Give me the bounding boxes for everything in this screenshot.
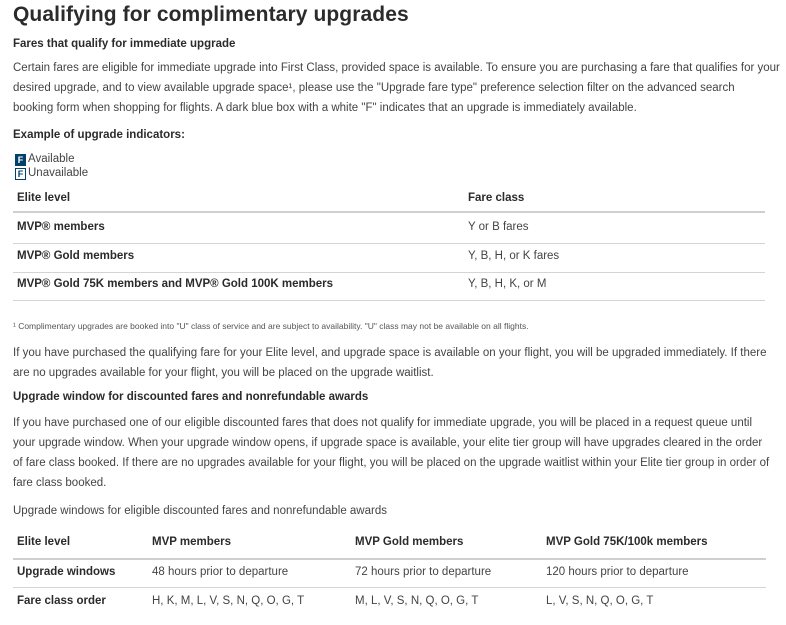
table2-header-mvp-gold-75k: MVP Gold 75K/100k members (546, 536, 708, 548)
table-row-label: Upgrade windows (17, 566, 116, 578)
intro-line-2: desired upgrade, and to view available upgrade space¹, please use the "Upgrade fare type" preference selection filter on the advanced search (13, 82, 735, 94)
table1-header-fare: Fare class (468, 192, 525, 204)
table1-row-rule (13, 243, 765, 244)
table-cell: H, K, M, L, V, S, N, Q, O, G, T (152, 595, 305, 607)
table1-header-elite: Elite level (17, 192, 71, 204)
table1-row-rule (13, 300, 765, 301)
table1-row-rule (13, 272, 765, 273)
table-row-fare: Y, B, H, or K fares (468, 250, 560, 262)
upgrade-unavailable-icon: F (15, 168, 26, 180)
indicators-heading: Example of upgrade indicators: (13, 129, 185, 141)
table-cell: 72 hours prior to departure (355, 566, 492, 578)
table-cell: 120 hours prior to departure (546, 566, 689, 578)
available-label: Available (28, 153, 75, 165)
table2-header-mvp: MVP members (152, 536, 232, 548)
unavailable-label: Unavailable (28, 167, 89, 179)
table-row-level: MVP® members (17, 221, 105, 233)
window-para-line-2: your upgrade window. When your upgrade window opens, if upgrade space is available, your elite tier group will have upgrades cleared in the order (13, 437, 763, 449)
table-cell: L, V, S, N, Q, O, G, T (546, 595, 654, 607)
table2-header-mvp-gold: MVP Gold members (355, 536, 464, 548)
table2-row-rule (13, 587, 766, 588)
table-cell: M, L, V, S, N, Q, O, G, T (355, 595, 479, 607)
table2-header-elite: Elite level (17, 536, 71, 548)
indicator-unavailable (15, 163, 88, 181)
upgrade-available-icon: F (15, 154, 26, 166)
section-heading-immediate-upgrade: Fares that qualify for immediate upgrade (13, 38, 236, 50)
window-para-line-1: If you have purchased one of our eligible discounted fares that does not qualify for immediate upgrade, you will be placed in a request queue until (13, 417, 753, 429)
section-heading-upgrade-window: Upgrade window for discounted fares and nonrefundable awards (13, 391, 369, 403)
table-row-fare: Y, B, H, K, or M (468, 278, 547, 290)
table2-caption: Upgrade windows for eligible discounted fares and nonrefundable awards (13, 505, 387, 517)
qualifying-para-line-2: are no upgrades available for your flight, you will be placed on the upgrade waitlist. (13, 367, 434, 379)
table-row-fare: Y or B fares (468, 221, 529, 233)
table2-header-rule (13, 558, 766, 560)
intro-line-1: Certain fares are eligible for immediate upgrade into First Class, provided space is available. To ensure you are purchasing a fare that qualifies for your (13, 62, 780, 74)
table-row-level: MVP® Gold 75K members and MVP® Gold 100K members (17, 278, 334, 290)
table-row-label: Fare class order (17, 595, 106, 607)
window-para-line-3: of fare class booked. If there are no upgrades available for your flight, you will be placed on the upgrade waitlist within your Elite tier group in order of (13, 457, 770, 469)
intro-line-3: booking form when shopping for flights. A dark blue box with a white "F" indicates that an upgrade is immediately available. (13, 102, 637, 114)
footnote: ¹ Complimentary upgrades are booked into "U" class of service and are subject to availability. "U" class may not be available on all flights. (13, 321, 529, 331)
table1-header-rule (13, 211, 765, 213)
table-row-level: MVP® Gold members (17, 250, 135, 262)
window-para-line-4: fare class booked. (13, 477, 107, 489)
table-cell: 48 hours prior to departure (152, 566, 289, 578)
page-title: Qualifying for complimentary upgrades (13, 3, 409, 26)
qualifying-para-line-1: If you have purchased the qualifying fare for your Elite level, and upgrade space is available on your flight, you will be upgraded immediately. If there (13, 347, 767, 359)
